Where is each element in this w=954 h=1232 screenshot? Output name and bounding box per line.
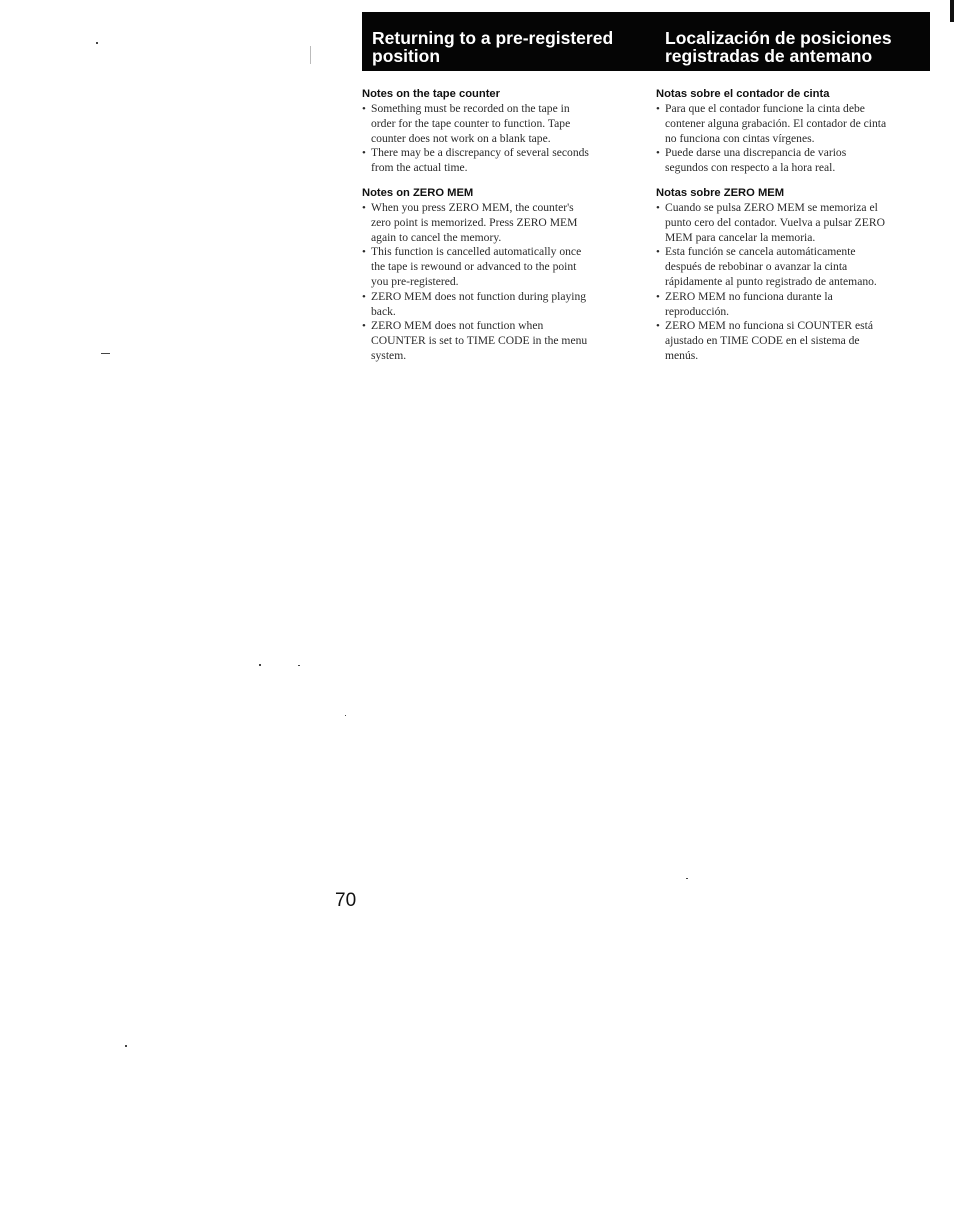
scan-speck xyxy=(345,715,346,716)
page-title-english: Returning to a pre-registered position xyxy=(372,28,614,66)
list-item: • Something must be recorded on the tape in order for the tape counter to function. Tape counter does not work on a blank tape. xyxy=(362,102,642,146)
notes-list xyxy=(362,102,642,176)
notes-zero-mem-en xyxy=(362,186,642,364)
list-item: • Cuando se pulsa ZERO MEM se memoriza el punto cero del contador. Vuelva a pulsar ZERO MEM para cancelar la memoria. xyxy=(656,201,938,245)
scan-speck xyxy=(101,353,110,354)
english-column xyxy=(362,87,642,374)
section-heading: Notas sobre el contador de cinta xyxy=(656,88,830,100)
scan-speck xyxy=(96,42,98,44)
section-heading: Notes on ZERO MEM xyxy=(362,186,474,199)
page-title-spanish: Localización de posiciones registradas de antemano xyxy=(665,28,892,66)
list-item: • ZERO MEM does not function during playing back. xyxy=(362,290,642,320)
list-item: • Para que el contador funcione la cinta debe contener alguna grabación. El contador de cinta no funciona con cintas vírgenes. xyxy=(656,102,938,146)
notes-list xyxy=(362,201,642,364)
list-item: • There may be a discrepancy of several seconds from the actual time. xyxy=(362,146,642,176)
page-edge-tab-mark xyxy=(950,0,954,22)
list-item: • When you press ZERO MEM, the counter's zero point is memorized. Press ZERO MEM again to cancel the memory. xyxy=(362,201,642,245)
notes-list xyxy=(656,201,938,364)
page-number: 70 xyxy=(335,890,357,911)
list-item: • ZERO MEM no funciona durante la reproducción. xyxy=(656,290,938,320)
notes-tape-counter-es xyxy=(656,87,938,176)
list-item: • Puede darse una discrepancia de varios segundos con respecto a la hora real. xyxy=(656,146,938,176)
scan-speck xyxy=(298,665,300,666)
scan-speck xyxy=(686,878,688,879)
notes-list xyxy=(656,102,938,176)
list-item: • ZERO MEM does not function when COUNTER is set to TIME CODE in the menu system. xyxy=(362,319,642,363)
spanish-column xyxy=(656,87,938,374)
section-title-bar xyxy=(362,12,930,71)
scan-speck xyxy=(259,664,261,666)
section-heading: Notes on the tape counter xyxy=(362,88,500,100)
scan-speck xyxy=(310,46,311,64)
list-item: • ZERO MEM no funciona si COUNTER está ajustado en TIME CODE en el sistema de menús. xyxy=(656,319,938,363)
notes-zero-mem-es xyxy=(656,186,938,364)
list-item: • Esta función se cancela automáticamente después de rebobinar o avanzar la cinta rápidamente al punto registrado de antemano. xyxy=(656,245,938,289)
section-heading: Notas sobre ZERO MEM xyxy=(656,186,785,199)
scan-speck xyxy=(125,1045,127,1047)
notes-tape-counter-en xyxy=(362,87,642,176)
list-item: • This function is cancelled automatically once the tape is rewound or advanced to the point you pre-registered. xyxy=(362,245,642,289)
